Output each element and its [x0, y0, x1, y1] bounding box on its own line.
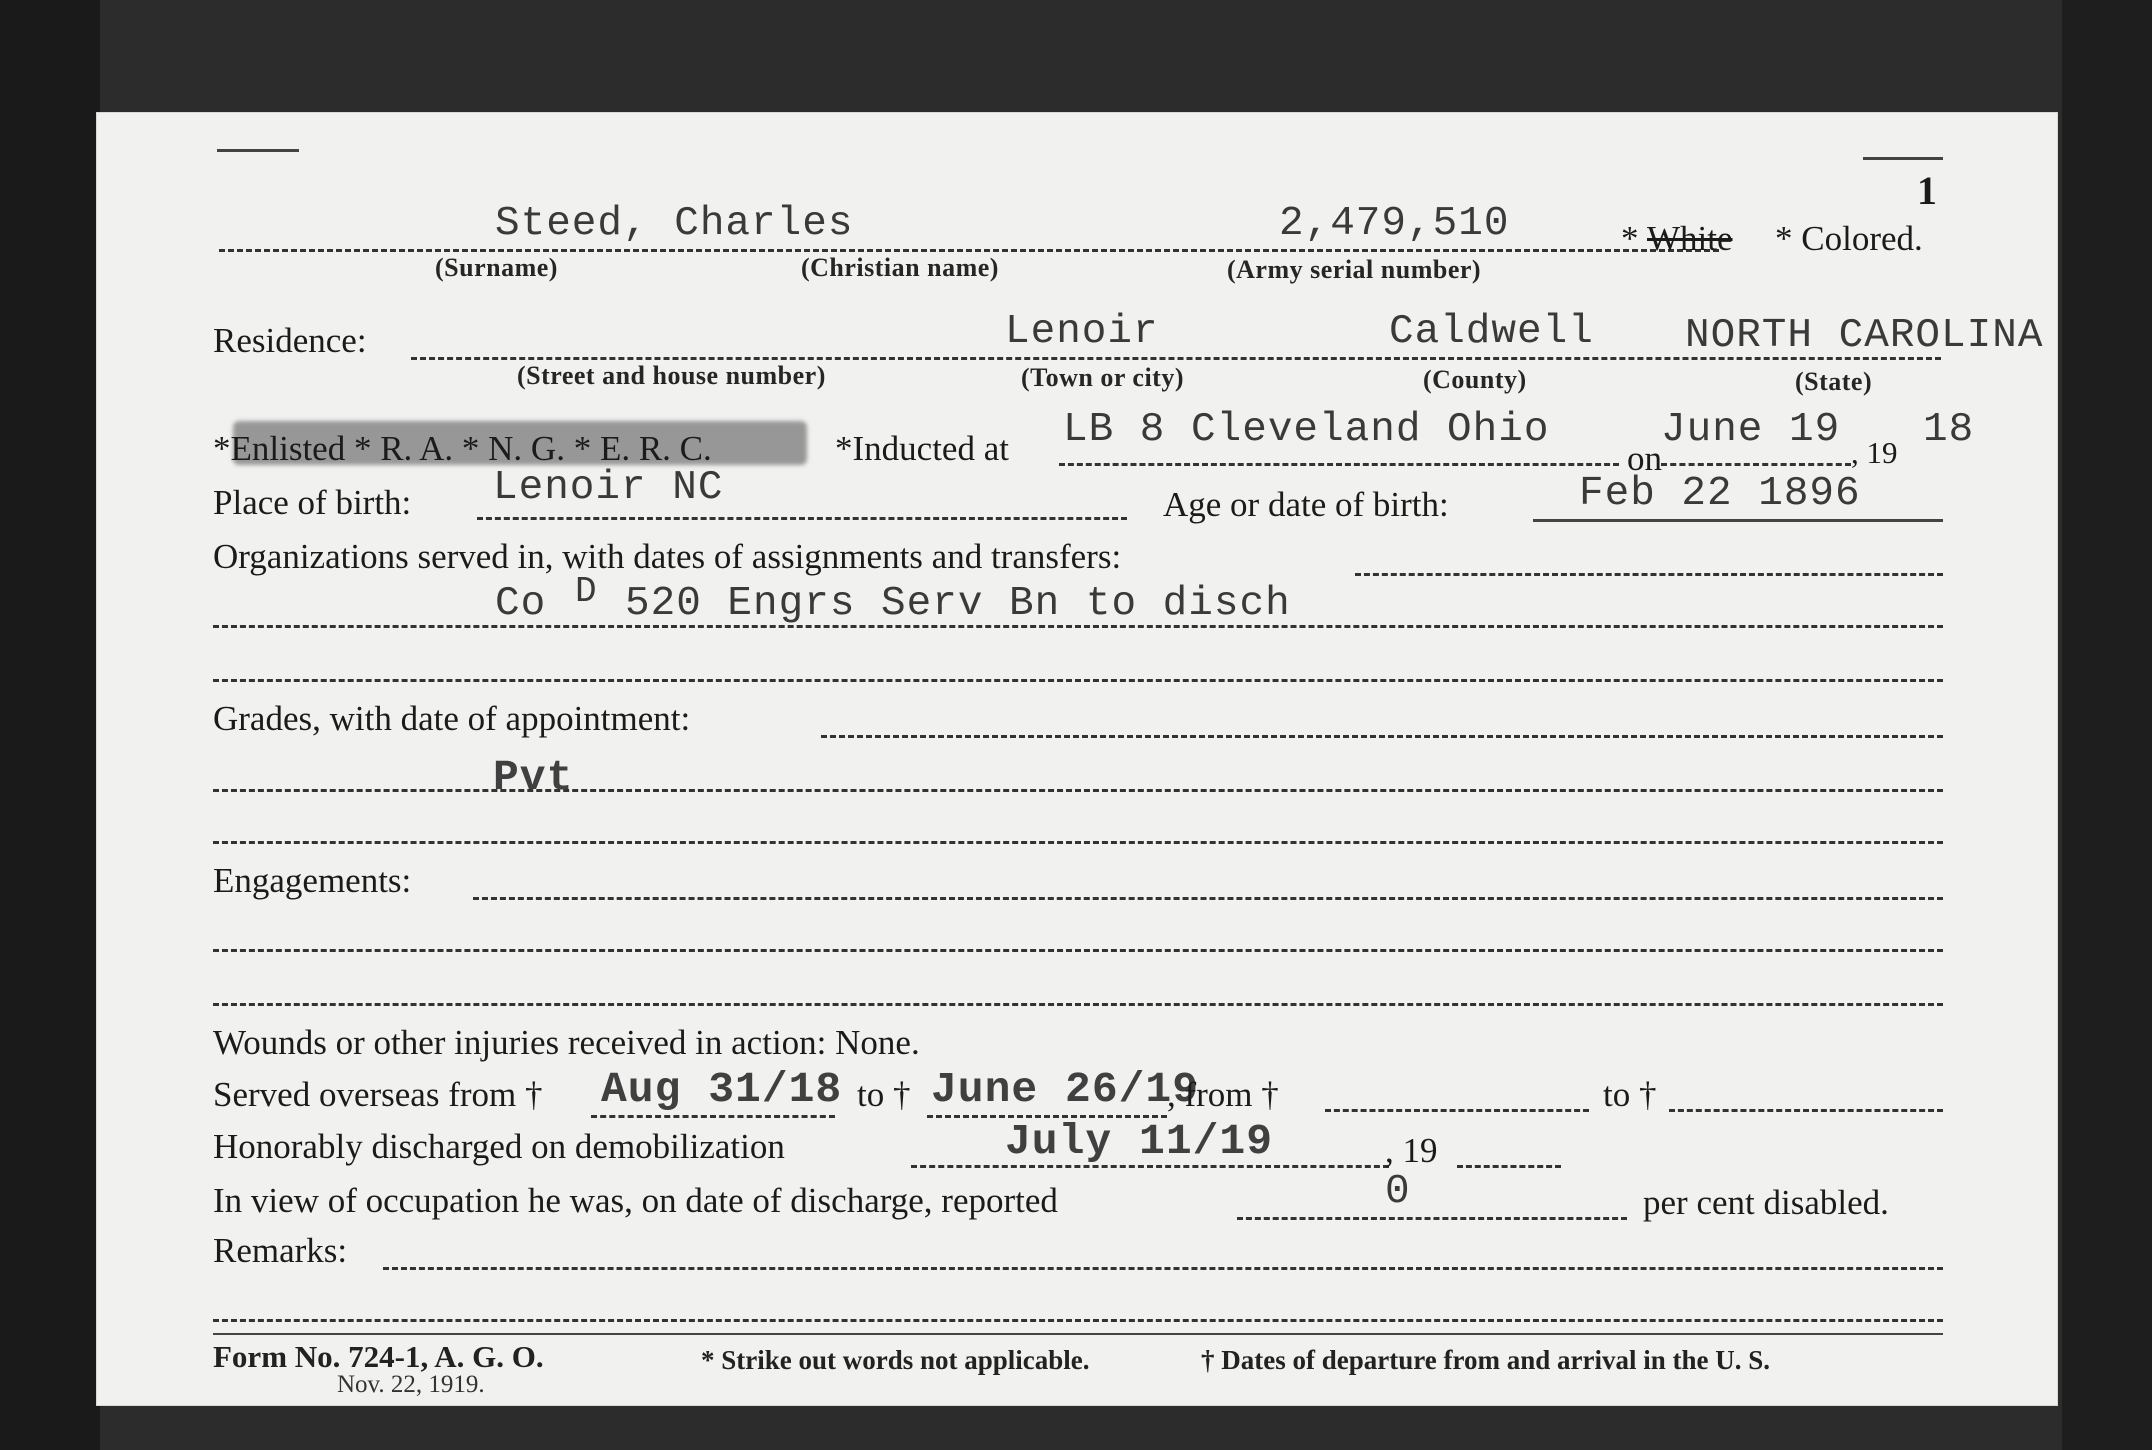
- form-number: Form No. 724-1, A. G. O.: [213, 1339, 544, 1374]
- grade-value: Pvt: [493, 753, 574, 802]
- grades-label: Grades, with date of appointment:: [213, 699, 691, 738]
- org-co: Co: [495, 581, 547, 627]
- enlistment-options: *Enlisted * R. A. * N. G. * E. R. C.: [213, 429, 712, 468]
- discharge-date: July 11/19: [1005, 1117, 1274, 1166]
- scan-border-left: [0, 0, 100, 1450]
- disability-suffix: per cent disabled.: [1643, 1183, 1889, 1222]
- name-line: [219, 249, 1719, 252]
- strike-note: * Strike out words not applicable.: [701, 1345, 1090, 1375]
- organizations-line-3: [213, 679, 1943, 682]
- overseas-label: Served overseas from †: [213, 1075, 543, 1114]
- corner-mark-right: [1863, 157, 1943, 160]
- organizations-line-2: [213, 625, 1943, 628]
- service-record-card: [96, 112, 2058, 1406]
- induction-place: LB 8 Cleveland Ohio: [1063, 407, 1550, 453]
- inducted-at-label: *Inducted at: [835, 429, 1009, 468]
- overseas-to2-label: to †: [1603, 1075, 1657, 1114]
- residence-line: [411, 357, 1941, 360]
- overseas-from-date: Aug 31/18: [601, 1065, 843, 1114]
- scan-border-right: [2062, 0, 2152, 1450]
- overseas-to-date: June 26/19: [931, 1065, 1200, 1114]
- engagements-line-3: [213, 1003, 1943, 1006]
- footer-rule: [213, 1333, 1943, 1335]
- place-of-birth: Lenoir NC: [493, 465, 724, 511]
- state-caption: (State): [1795, 367, 1873, 396]
- engagements-line-1: [473, 897, 1943, 900]
- overseas-from-line: [591, 1115, 835, 1118]
- race-white-struck: White: [1647, 219, 1733, 258]
- county-caption: (County): [1423, 365, 1527, 394]
- overseas-to-label: to †: [857, 1075, 911, 1114]
- remarks-line-2: [213, 1319, 1943, 1322]
- age-label: Age or date of birth:: [1163, 485, 1449, 524]
- induction-place-line: [1059, 463, 1619, 466]
- remarks-line-1: [383, 1267, 1943, 1270]
- town-caption: (Town or city): [1021, 363, 1184, 392]
- place-of-birth-line: [477, 517, 1127, 520]
- surname-caption: (Surname): [435, 253, 558, 282]
- discharge-year-suffix: , 19: [1385, 1131, 1438, 1170]
- place-of-birth-label: Place of birth:: [213, 483, 412, 522]
- overseas-from2-label: , from †: [1167, 1075, 1279, 1114]
- street-caption: (Street and house number): [517, 361, 826, 390]
- residence-town: Lenoir: [1005, 309, 1159, 355]
- organizations-label: Organizations served in, with dates of assignments and transfers:: [213, 537, 1122, 576]
- discharge-label: Honorably discharged on demobilization: [213, 1127, 785, 1166]
- dates-note: † Dates of departure from and arrival in the U. S.: [1201, 1345, 1770, 1375]
- engagements-label: Engagements:: [213, 861, 412, 900]
- disability-label: In view of occupation he was, on date of discharge, reported: [213, 1181, 1058, 1220]
- organizations-line-1: [1355, 573, 1943, 576]
- residence-county: Caldwell: [1389, 309, 1594, 355]
- soldier-name: Steed, Charles: [495, 201, 854, 247]
- grades-line-1: [821, 735, 1943, 738]
- race-star: *: [1621, 219, 1639, 258]
- race-colored: * Colored.: [1775, 219, 1923, 258]
- disability-value: 0: [1385, 1169, 1411, 1215]
- on-label: on: [1627, 439, 1662, 478]
- induction-date: June 19: [1661, 407, 1841, 453]
- card-number: 1: [1917, 168, 1937, 213]
- wounds-text: Wounds or other injuries received in action: None.: [213, 1023, 920, 1062]
- engagements-line-2: [213, 949, 1943, 952]
- corner-mark-left: [217, 149, 299, 152]
- serial-caption: (Army serial number): [1227, 255, 1482, 284]
- org-company-letter: D: [575, 571, 598, 612]
- army-serial-number: 2,479,510: [1279, 201, 1510, 247]
- date-of-birth: Feb 22 1896: [1579, 471, 1861, 517]
- discharge-line: [911, 1165, 1389, 1168]
- grades-line-2: [213, 789, 1943, 792]
- residence-label: Residence:: [213, 321, 367, 360]
- grades-line-3: [213, 841, 1943, 844]
- induction-year: 18: [1923, 407, 1975, 453]
- overseas-from2-line: [1325, 1109, 1589, 1112]
- date-of-birth-line: [1533, 519, 1943, 522]
- org-unit: 520 Engrs Serv Bn to disch: [625, 581, 1291, 627]
- christian-name-caption: (Christian name): [801, 253, 999, 282]
- induction-date-line: [1661, 463, 1851, 466]
- discharge-year-line: [1457, 1165, 1561, 1168]
- disability-line: [1237, 1217, 1627, 1220]
- overseas-to2-line: [1669, 1109, 1943, 1112]
- form-date: Nov. 22, 1919.: [337, 1371, 485, 1398]
- residence-state: NORTH CAROLINA: [1685, 313, 2044, 359]
- year-prefix: , 19: [1851, 435, 1898, 470]
- remarks-label: Remarks:: [213, 1231, 348, 1270]
